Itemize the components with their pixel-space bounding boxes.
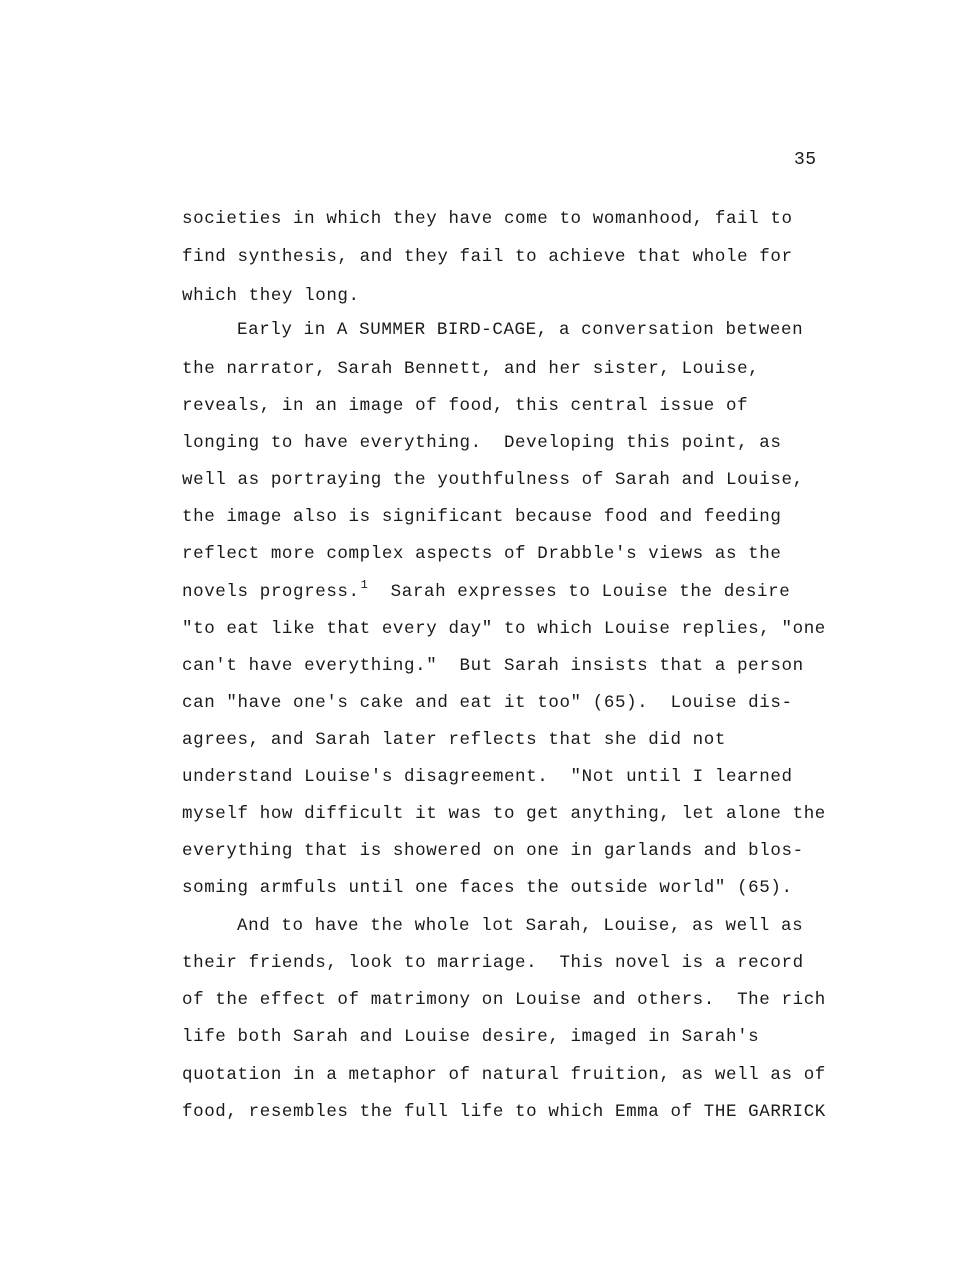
text-line: everything that is showered on one in garlands and blos- <box>182 841 804 861</box>
paragraph-start-line: And to have the whole lot Sarah, Louise, as well as <box>237 916 804 936</box>
text-line: find synthesis, and they fail to achieve that whole for <box>182 247 793 267</box>
page-number: 35 <box>794 150 817 170</box>
text-line: soming armfuls until one faces the outside world" (65). <box>182 878 793 898</box>
text-line: agrees, and Sarah later reflects that she did not <box>182 730 726 750</box>
text-line: the image also is significant because food and feeding <box>182 507 782 527</box>
text-line: societies in which they have come to womanhood, fail to <box>182 209 793 229</box>
text-line: life both Sarah and Louise desire, imaged in Sarah's <box>182 1027 760 1047</box>
text-line: understand Louise's disagreement. "Not until I learned <box>182 767 793 787</box>
text-line: the narrator, Sarah Bennett, and her sister, Louise, <box>182 359 760 379</box>
text-line: "to eat like that every day" to which Louise replies, "one <box>182 619 826 639</box>
text-line: well as portraying the youthfulness of Sarah and Louise, <box>182 470 804 490</box>
text-line: myself how difficult it was to get anything, let alone the <box>182 804 826 824</box>
text-line: longing to have everything. Developing this point, as <box>182 433 782 453</box>
text-line: can "have one's cake and eat it too" (65). Louise dis- <box>182 693 793 713</box>
text-line: can't have everything." But Sarah insists that a person <box>182 656 804 676</box>
text-line: of the effect of matrimony on Louise and others. The rich <box>182 990 826 1010</box>
footnote-marker: 1 <box>360 578 369 592</box>
text-segment: Sarah expresses to Louise the desire <box>368 582 791 602</box>
paragraph-start-line: Early in A SUMMER BIRD-CAGE, a conversation between <box>237 320 804 340</box>
text-segment: novels progress. <box>182 582 360 602</box>
text-line: reflect more complex aspects of Drabble's views as the <box>182 544 782 564</box>
text-line: food, resembles the full life to which Emma of THE GARRICK <box>182 1102 826 1122</box>
text-line: quotation in a metaphor of natural fruition, as well as of <box>182 1065 826 1085</box>
text-line: reveals, in an image of food, this central issue of <box>182 396 749 416</box>
text-line-with-footnote <box>182 578 791 603</box>
text-line: their friends, look to marriage. This novel is a record <box>182 953 804 973</box>
text-line: which they long. <box>182 286 360 306</box>
